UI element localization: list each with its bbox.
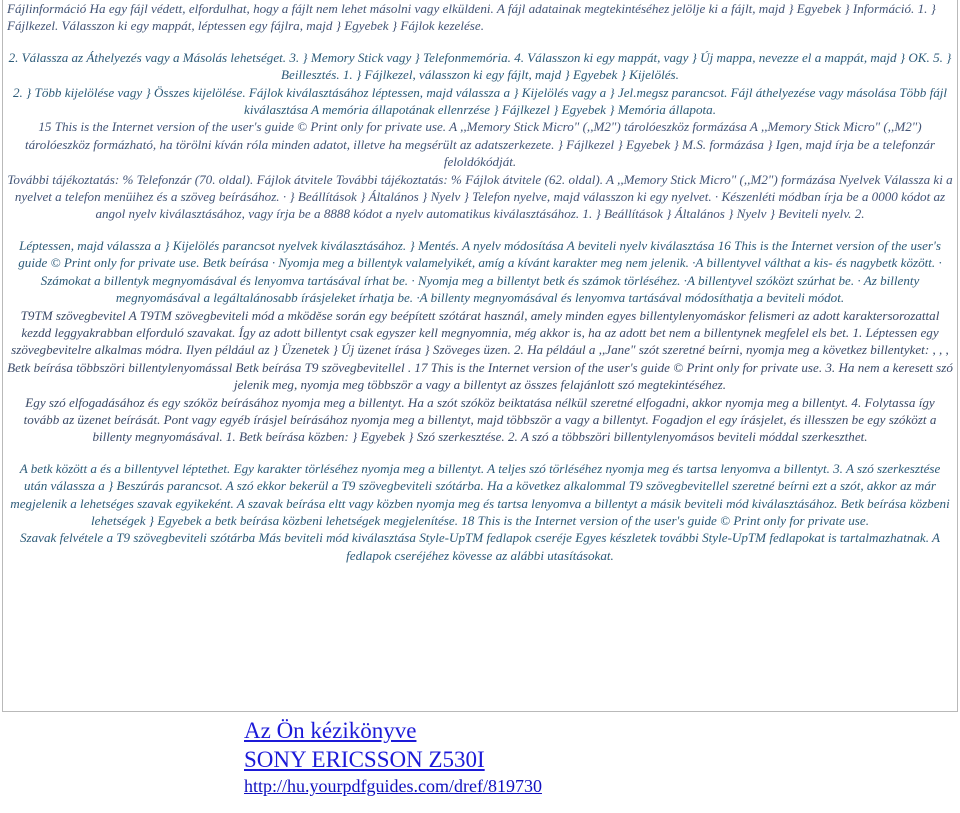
paragraph-edit-word: A betk között a és a billentyvel léptethet. Egy karakter törléséhez nyomja meg a billentyt. A teljes szó törléséhez nyomja meg és tartsa lenyomva a billentyt. 3. A szó szerkesztése után válassza a } Beszúrás parancsot. A szó ekkor bekerül a T9 szövegbeviteli szótárba. Ha a következ alkalommal T9 szövegbevitellel szeretné beírni ezt a szót, akkor az már megjelenik a lehetséges szavak egyikeként. A szavak beírása eltt vagy közben nyomja meg és tartsa lenyomva a billentyt a másik beviteli mód kiválasztásához. Betk beírása közbeni lehetségek } Egyebek a betk beírása közbeni lehetségek megjelenítése. 18 This is the Internet version of the user's guide © Print only for private use. bbox=[10, 460, 950, 528]
paragraph-style-up-covers: Szavak felvétele a T9 szövegbeviteli szótárba Más beviteli mód kiválasztása Style-UpTM fedlapok cseréje Egyes készletek további Style-UpTM fedlapokat is tartalmazhatnak. A fedlapok cseréjéhez kövesse az alábbi utasításokat. bbox=[19, 530, 941, 563]
paragraph-accept-word: Egy szó elfogadásához és egy szóköz beírásához nyomja meg a billentyt. Ha a szót szóköz beiktatása nélkül szeretné elfogadni, akkor nyomja meg a billentyt. 4. Folytassa így tovább az üzenet beírását. Pont vagy egyéb írásjel beírásához nyomja meg a billentyt, majd többször a vagy a billentyt. Fogadjon el egy írásjelet, és illesszen be egy szóközt a billenty megnyomásával. 1. Betk beírása közben: } Egyebek } Szó szerkesztése. 2. A szó a többszöri billentylenyomásos beviteli móddal szerkeszthet. bbox=[23, 394, 937, 445]
paragraph-multi-select: 2. } Több kijelölése vagy } Összes kijelölése. Fájlok kiválasztásához léptessen, majd válassza a } Kijelölés vagy a } Jel.megsz parancsot. Fájl áthelyezése vagy másolása Több fájl kiválasztása A memória állapotának ellenrzése } Fájlkezel } Egyebek } Memória állapota. bbox=[12, 84, 948, 118]
paragraph-entering-letters: Léptessen, majd válassza a } Kijelölés parancsot nyelvek kiválasztásához. } Mentés. A nyelv módosítása A beviteli nyelv kiválasztása 16 This is the Internet version of the user's guide © Print only for private use. Betk beírása · Nyomja meg a billentyk valamelyikét, amíg a kívánt karakter meg nem jelenik. ·A billentyvel válthat a kis- és nagybetk között. · Számokat a billentyk megnyomásával és lenyomva tartásával írhat be. · Nyomja meg a billentyt betk és számok törléséhez. ·A billentyvel szóközt szúrhat be. · Az billenty megnyomásával a legáltalánosabb írásjeleket írhatja be. ·A billenty megnyomásával és lenyomva tartásával módosíthatja a beviteli módot. bbox=[18, 237, 942, 306]
paragraph-languages: További tájékoztatás: % Telefonzár (70. oldal). Fájlok átvitele További tájékoztatás: % Fájlok átvitele (62. oldal). A ,,Memory Stick Micro" (,,M2") formázása Nyelvek Válassza ki a nyelvet a telefon menüihez és a szöveg beírásához. · } Beállítások } Általános } Nyelv } Telefon nyelve, majd válasszon ki egy nyelvet. · Készenléti módban írja be a 0000 kódot az angol nyelv kiválasztásához, vagy írja be a 8888 kódot a nyelv automatikus kiválasztásához. 1. } Beállítások } Általános } Nyelv } Beviteli nyelv. 2. bbox=[7, 171, 953, 222]
paragraph-t9-input: T9TM szövegbevitel A T9TM szövegbeviteli mód a mköděse során egy beépített szótárat használ, amely minden egyes billentylenyomáskor felismeri az adott karaktersorozattal kezdd leggyakrabban elforduló szavakat. Így az adott billentyt csak egyszer kell megnyomnia, még akkor is, ha az adott bet nem a billentynek megfelel els bet. 1. Léptessen egy szövegbevitelre alkalmas módra. Ilyen például az } Üzenetek } Új üzenet írása } Szöveges üzen. 2. Ha például a ,,Jane" szót szeretné beírni, nyomja meg a következ billentyket: , , , Betk beírása többszöri billentylenyomással Betk beírása T9 szövegbevitellel . 17 This is the Internet version of the user's guide © Print only for private use. 3. Ha nem a keresett szó jelenik meg, nyomja meg többször a vagy a billentyt az összes felajánlott szó megtekintéséhez. bbox=[7, 307, 953, 393]
paragraph-move-copy: 2. Válassza az Áthelyezés vagy a Másolás lehetséget. 3. } Memory Stick vagy } Telefonmemória. 4. Válasszon ki egy mappát, vagy } Új mappa, nevezze el a mappát, majd } OK. 5. } Beillesztés. 1. } Fájlkezel, válasszon ki egy fájlt, majd } Egyebek } Kijelölés. bbox=[8, 49, 952, 83]
source-url-link[interactable]: http://hu.yourpdfguides.com/dref/819730 bbox=[244, 776, 542, 796]
manual-title-link[interactable]: Az Ön kézikönyve bbox=[244, 718, 417, 743]
paragraph-file-info: Fájlinformáció Ha egy fájl védett, elfordulhat, hogy a fájlt nem lehet másolni vagy elküldeni. A fájl adatainak megtekintéséhez jelölje ki a fájlt, majd } Egyebek } Információ. 1. } Fájlkezel. Válasszon ki egy mappát, léptessen egy fájlra, majd } Egyebek } Fájlok kezelése. bbox=[7, 1, 936, 34]
paragraph-memory-stick-format: 15 This is the Internet version of the user's guide © Print only for private use. A ,,Memory Stick Micro" (,,M2") tárolóeszköz formázása A ,,Memory Stick Micro" (,,M2") tárolóeszköz formázható, ha törölni kíván róla minden adatot, illetve ha megsérült az adatszerkezete. } Fájlkezel } Egyebek } M.S. formázása } Igen, majd írja be a telefonzár feloldókódját. bbox=[25, 119, 935, 170]
manual-page-text bbox=[2, 0, 958, 712]
product-name-link[interactable]: SONY ERICSSON Z530I bbox=[244, 747, 485, 772]
footer-links bbox=[244, 716, 744, 798]
